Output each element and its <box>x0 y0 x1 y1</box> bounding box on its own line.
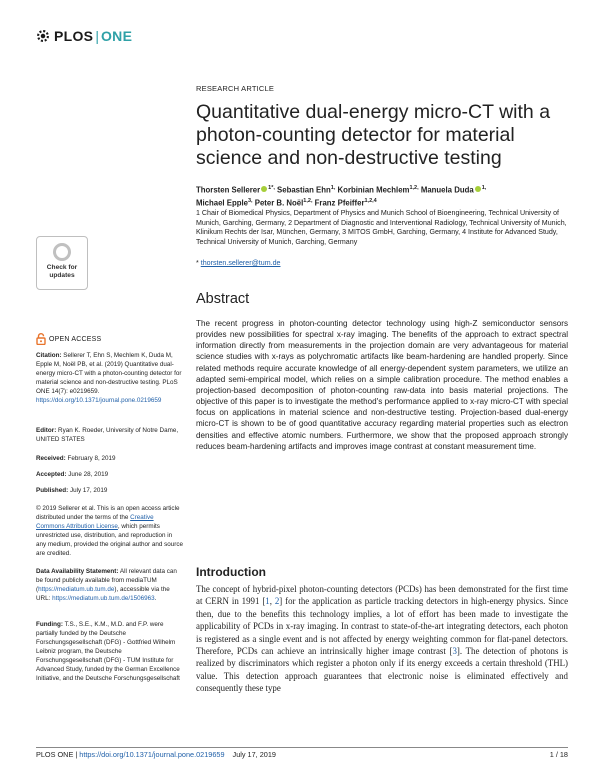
license-link[interactable]: Creative Commons Attribution License <box>36 514 154 530</box>
copyright-text: © 2019 Sellerer et al. This is an open access article distributed under the terms of the <box>36 505 180 521</box>
journal-name-separator: | <box>95 28 99 44</box>
article-title: Quantitative dual-energy micro-CT with a photon-counting detector for material science and non-destructive testing <box>196 101 551 169</box>
affiliations: 1 Chair of Biomedical Physics, Department of Physics and Munich School of Bioengineering, Technical University of Munich, Garching, Germany, 2 Department of Diagnostic and Interventional Radiology, Technical University of Munich, Klinikum Rechts der Isar, München, Germany, 3 MITOS GmbH, Garching, Germany, 4 Institute for Advanced Study, Technical University of Munich, Garching, Germany <box>196 209 567 247</box>
received-block <box>36 454 184 463</box>
citation-block <box>36 351 184 405</box>
reference-link[interactable]: 2 <box>274 596 280 607</box>
author-marks: 1, <box>481 185 487 191</box>
plos-gear-icon <box>36 29 50 43</box>
footer-journal: PLOS ONE <box>36 750 74 759</box>
author-name[interactable]: Manuela Duda <box>420 185 474 195</box>
journal-name-one: ONE <box>100 28 133 44</box>
intro-text-part: ]. The detection of photons is realized by discriminators which register a photon only if its energy exceeds a certain threshold (THL) value. This detection approach guarantees that electronic noise is eliminated effectively and consequently these type <box>196 646 568 694</box>
journal-name-plos: PLOS <box>54 28 94 44</box>
footer-citation <box>36 750 276 759</box>
intro-text-part: , <box>269 596 275 607</box>
intro-text-part: The concept of hybrid-pixel photon-counting detectors (PCDs) has been demonstrated for the first time at CERN in 1991 [ <box>196 584 568 607</box>
author-line-2 <box>196 196 568 209</box>
citation-doi-link[interactable]: https://doi.org/10.1371/journal.pone.0219659 <box>36 397 162 404</box>
accepted-date: June 28, 2019 <box>68 471 109 478</box>
author-name[interactable]: Peter B. Noël <box>254 198 304 208</box>
published-block <box>36 486 184 495</box>
mediatum-link[interactable]: https://mediatum.ub.tum.de <box>38 586 115 593</box>
introduction-heading: Introduction <box>196 565 266 579</box>
orcid-icon[interactable] <box>475 186 481 192</box>
open-lock-icon <box>36 333 46 345</box>
check-for-updates-line-1: Check for <box>46 264 78 271</box>
corresponding-email-link[interactable]: thorsten.sellerer@tum.de <box>200 259 281 267</box>
data-availability-text-2: ), accessible via the URL: <box>36 586 170 602</box>
received-label: Received: <box>36 455 66 462</box>
check-for-updates-button[interactable] <box>36 236 88 290</box>
author-marks: 3, <box>248 197 253 204</box>
data-availability-label: Data Availability Statement: <box>36 568 119 575</box>
footer-doi-link[interactable]: https://doi.org/10.1371/journal.pone.0219659 <box>79 750 225 759</box>
check-for-updates-line-2: updates <box>49 271 75 279</box>
author-name[interactable]: Sebastian Ehn <box>277 185 331 195</box>
abstract-text: The recent progress in photon-counting detector technology using high-Z semiconductor sensors provides new possibilities for spectral x-ray imaging. The benefits of the approach to extract spectral information directly from measurements in the projection domain are very advantageous for material science studies with x-rays as polychromatic artifacts like beam-hardening are handled properly. Since related methods require accurate knowledge of all energy-dependent system parameters, we utilize an adapted semi-empirical model, which relies on a simple calibration procedure. The method enables a projection-based decomposition of photon-counting raw-data into basis material projections. The objective of this paper is to investigate the method's performance applied to x-ray micro-CT with special focus on applications in material science and non-destructive testing. Projection-based dual-energy micro-CT is shown to be of good quantitative accuracy regarding material properties such as electron densities and effective atomic numbers. Furthermore, we show that the proposed approach strongly reduces beam-hardening artifacts and improves image contrast at constant measurement time. <box>196 319 568 451</box>
footer-date: July 17, 2019 <box>232 750 276 759</box>
dataset-link[interactable]: https://mediatum.ub.tum.de/1506963 <box>52 595 155 602</box>
open-access-badge <box>36 333 101 345</box>
author-name[interactable]: Thorsten Sellerer <box>196 185 261 195</box>
check-for-updates-label <box>47 264 77 279</box>
funding-text: T.S., S.E., K.M., M.D. and F.P. were partially funded by the Deutsche Forschungsgesellschaft (DFG) - Gottfried Wilhelm Leibniz program, the Deutsche Forschungsgesellschaft (DFG) - TUM Institute for Advanced Study, funded by the German Excellence Initiative, and the Deutsche Forschungsgesellschaft <box>36 621 180 682</box>
data-availability-text-3: . <box>154 595 157 602</box>
author-name[interactable]: Korbinian Mechlem <box>337 185 410 195</box>
author-marks: 1*, <box>268 185 275 191</box>
footer-separator: | <box>73 750 80 759</box>
corresponding-author <box>196 259 280 267</box>
accepted-label: Accepted: <box>36 471 67 478</box>
refresh-icon <box>53 243 71 261</box>
accepted-block <box>36 470 184 479</box>
author-marks: 1,2, <box>303 197 313 204</box>
editor-text: Ryan K. Roeder, University of Notre Dame, UNITED STATES <box>36 427 179 443</box>
author-marks: 1,2,4 <box>364 197 377 204</box>
editor-block <box>36 426 184 444</box>
reference-link[interactable]: 1 <box>265 596 270 607</box>
received-date: February 8, 2019 <box>67 455 116 462</box>
corresponding-marker: * <box>196 259 201 267</box>
author-marks: 1, <box>330 185 336 191</box>
funding-block <box>36 620 184 683</box>
reference-link[interactable]: 3 <box>452 646 457 657</box>
footer-divider <box>36 747 568 748</box>
author-list <box>196 183 568 208</box>
abstract-heading: Abstract <box>196 291 250 307</box>
author-marks: 1,2, <box>409 185 419 191</box>
copyright-text-2: , which permits unrestricted use, distribution, and reproduction in any medium, provided the original author and source are credited. <box>36 523 184 557</box>
author-name[interactable]: Michael Epple <box>196 198 248 208</box>
orcid-icon[interactable] <box>261 186 267 192</box>
journal-logo[interactable] <box>36 26 132 46</box>
intro-text-part: ] for the application as particle tracking detectors in high-energy physics. Since then, due to the benefits this technology implies, a lot of effort has been made to investigate the applicability of PCDs in x-ray imaging. In contrast to state-of-the-art integrating detectors, each photon is registered as a single event and is not affected by energy weighting common for flat-panel detectors. Therefore, PCDs can achieve an intrinsically higher image contrast [ <box>196 596 569 657</box>
author-name[interactable]: Franz Pfeiffer <box>314 198 365 208</box>
citation-label: Citation: <box>36 352 62 359</box>
editor-label: Editor: <box>36 427 57 434</box>
published-date: July 17, 2019 <box>69 487 108 494</box>
author-line-1 <box>196 183 568 196</box>
copyright-block <box>36 504 184 558</box>
open-access-label: OPEN ACCESS <box>49 335 102 343</box>
funding-label: Funding: <box>36 621 63 628</box>
citation-text: Sellerer T, Ehn S, Mechlem K, Duda M, Epple M, Noël PB, et al. (2019) Quantitative dual-energy micro-CT with a photon-counting detector for material science and non-destructive testing. PLoS ONE 14(7): e0219659. <box>36 352 182 395</box>
data-availability-block <box>36 567 184 603</box>
page-number: 1 / 18 <box>549 750 568 759</box>
published-label: Published: <box>36 487 69 494</box>
introduction-text <box>196 583 568 695</box>
data-availability-text: All relevant data can be found publicly available from mediaTUM ( <box>36 568 177 593</box>
article-type: RESEARCH ARTICLE <box>196 84 275 93</box>
